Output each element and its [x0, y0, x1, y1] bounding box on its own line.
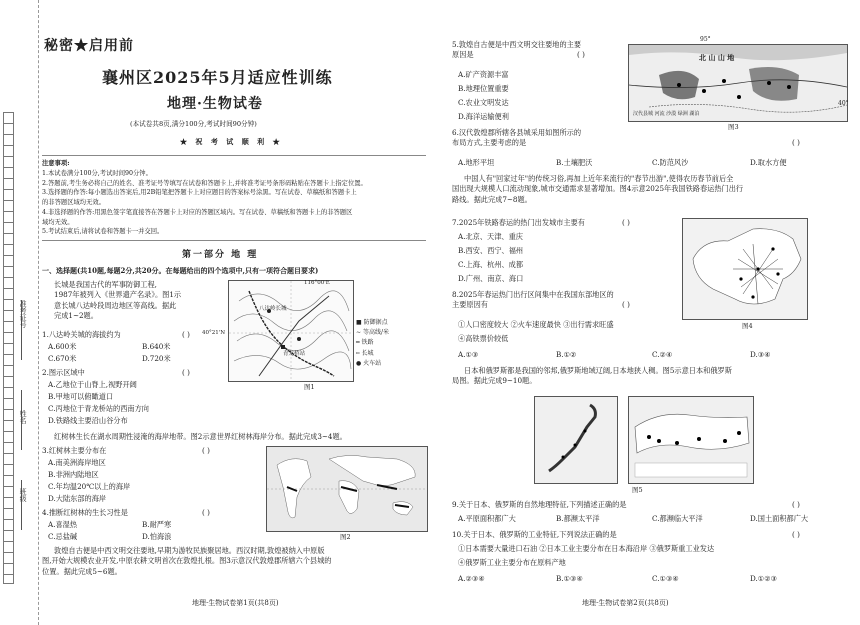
binding-label-name: 姓名: [19, 410, 28, 424]
figure-5-caption: 图5: [632, 486, 643, 494]
notice-item: 3.选择题的作答:每小题选出答案后,用2B铅笔把答题卡上对应题目的答案标号涂黑。写在试卷、草稿纸和答题卡上: [42, 189, 357, 197]
figure-3-dunhuang-map: [628, 44, 848, 122]
option: C.年均温20℃以上的海岸: [48, 482, 131, 491]
legend-great-wall: ┅ 长城: [356, 349, 374, 357]
legend-symbol: ━: [356, 339, 362, 347]
q10-items: ①日本需要大量进口石油 ②日本工业主要分布在日本海沿岸 ③俄罗斯重工业发达: [458, 544, 715, 553]
option: B.西安、西宁、福州: [458, 246, 524, 255]
china-map-svg: [683, 219, 807, 319]
question-3: [42, 446, 242, 456]
figure-4-caption: 图4: [742, 322, 753, 330]
page-1: [42, 0, 434, 625]
q-stem: 主要原因有 ( ): [452, 300, 630, 310]
option: A.①③: [458, 350, 479, 359]
option: A.北京、天津、重庆: [458, 232, 523, 241]
exam-title: 襄州区2025年5月适应性训练: [102, 68, 333, 87]
option: B.都濒太平洋: [556, 514, 600, 523]
notice-heading: 注意事项:: [42, 160, 70, 167]
q-stem: 6.汉代敦煌郡所辖各县城采用如图所示的: [452, 128, 582, 137]
legend-symbol: ■: [356, 319, 364, 326]
question-6: [452, 128, 844, 149]
option: C.忌盐碱: [48, 532, 78, 541]
dunhuang-map-svg: [629, 45, 847, 121]
option: D.国土面积都广大: [750, 514, 809, 523]
q-stem: 1.八达岭关城的海拔约为: [42, 330, 121, 339]
fig3-lon: 95°: [700, 36, 711, 43]
question-9: [452, 500, 848, 510]
legend-defense-point: ■ 防御据点: [356, 319, 388, 326]
figure-2-mangrove-map: [266, 446, 428, 532]
binding-label-exam-id: 准考证号: [19, 300, 28, 328]
intro-q5-6: [42, 546, 432, 577]
answer-paren: ( ): [792, 500, 800, 509]
mountain-label: 北 山 山 地: [699, 53, 735, 62]
answer-paren: ( ): [792, 530, 800, 539]
option: B.土壤肥沃: [556, 158, 593, 167]
binding-label-class: 班级: [19, 488, 28, 502]
exam-note: (本试卷共8页,满分100分,考试时间90分钟): [130, 120, 257, 128]
footer-page-1: 地理·生物试卷第1页(共8页): [192, 599, 279, 607]
answer-paren: ( ): [577, 50, 585, 60]
legend-railway: ━ 铁路: [356, 339, 374, 347]
q-stem: 原因是 ( ): [452, 50, 585, 60]
q-stem: 4.推断红树林的生长习性是: [42, 508, 128, 517]
legend-contour: ∼ 等高线/米: [356, 329, 389, 337]
option: A.喜湿热: [48, 520, 78, 529]
q-stem: 2.图示区域中: [42, 368, 85, 377]
option: B.640米: [142, 342, 171, 351]
option: D.大陆东部的海岸: [48, 494, 107, 503]
page-2: [452, 0, 852, 625]
option: A.平原面积都广大: [458, 514, 516, 523]
binding-ticks: [3, 112, 14, 584]
binding-margin: [0, 0, 39, 625]
intro-line: 完成1~2题。: [54, 311, 98, 321]
intro-line: 长城是我国古代的军事防御工程,: [54, 280, 157, 289]
fig1-coord-left: 40°21'N: [202, 330, 226, 336]
option: B.①②: [556, 350, 577, 359]
answer-paren: ( ): [182, 330, 190, 339]
q-stem: 10.关于日本、俄罗斯的工业特征,下列说法正确的是: [452, 530, 617, 539]
intro-line: 1987年被列入《世界遗产名录》。图1示: [54, 290, 182, 300]
place-label: 八达岭长城: [259, 306, 287, 312]
option: B.甲地可以俯瞰道口: [48, 392, 114, 401]
fig3-legend: 汉代县城 河流 沙漠 绿洲 湖泊: [633, 111, 700, 117]
answer-paren: ( ): [182, 368, 190, 377]
option: D.广州、南京、海口: [458, 274, 524, 283]
option: C.农业文明发达: [458, 98, 509, 107]
question-4: [42, 508, 242, 518]
option: D.③④: [750, 350, 771, 359]
contour-map-svg: [229, 281, 353, 381]
place-label: 青龙桥站: [283, 351, 306, 357]
figure-1-contour-map: [228, 280, 354, 382]
figure-3-caption: 图3: [728, 123, 739, 131]
q-stem: 布局方式,主要考虑的是 ( ): [452, 138, 800, 148]
q-stem: 9.关于日本、俄罗斯的自然地理特征,下列描述正确的是: [452, 500, 627, 509]
notice-item: 1.本试卷满分100分,考试时间90分钟。: [42, 169, 152, 177]
option: A.南美洲海岸地区: [48, 458, 106, 467]
fig3-lat: 40°: [838, 100, 849, 107]
part-heading: 第一部分 地 理: [182, 250, 259, 260]
option: A.地形平坦: [458, 158, 495, 167]
intro-line: 图,开始大规模农业开发,中原农耕文明首次在敦煌扎根。图3示意汉代敦煌郡所辖六个县城的: [42, 556, 332, 566]
q8-item4: ④高铁票价较低: [458, 334, 509, 343]
intro-q7-8: [452, 174, 848, 205]
q8-items: ①人口密度较大 ②火车速度最快 ③出行需求旺盛: [458, 320, 614, 329]
question-10: [452, 530, 848, 540]
legend-symbol: ┅: [356, 349, 362, 357]
intro-q9-10: [452, 366, 848, 387]
option: B.耐严寒: [142, 520, 172, 529]
world-map-svg: [267, 447, 427, 531]
option: C.都濒临大平洋: [652, 514, 703, 523]
option: C.①③④: [652, 574, 679, 583]
q-stem: 7.2025年铁路春运的热门出发城市主要有: [452, 218, 585, 227]
legend-symbol: ∼: [356, 329, 363, 337]
intro-q1-2: [54, 280, 234, 322]
fig1-coord-top: 116°00'E: [304, 280, 330, 286]
legend-symbol: ●: [356, 359, 364, 367]
option: B.①③④: [556, 574, 583, 583]
q10-item4: ④俄罗斯工业主要分布在原料产地: [458, 558, 566, 567]
intro-line: 敦煌自古便是中西文明交往要地,早期为游牧民族聚居地。西汉时期,敦煌被纳入中原版: [54, 546, 325, 555]
figure-5-russia-map: [628, 396, 754, 484]
answer-paren: ( ): [792, 138, 800, 148]
exam-wish: ★ 祝 考 试 顺 利 ★: [180, 137, 283, 146]
option: A.矿产资源丰富: [458, 70, 509, 79]
fig1-legend: [356, 318, 426, 369]
notice-item: 2.答题前,考生务必将自己的姓名、准考证号等填写在试卷和答题卡上,并将准考证号条形码粘贴在答题卡上指定位置。: [42, 179, 367, 187]
figure-4-china-rail-map: [682, 218, 808, 320]
intro-line: 日本和俄罗斯都是我国的邻邦,俄罗斯地域辽阔,日本地狭人稠。图5示意日本和俄罗斯: [464, 366, 732, 375]
option: C.②④: [652, 350, 673, 359]
option: A.乙地位于山脊上,视野开阔: [48, 380, 137, 389]
q-stem: 5.敦煌自古便是中西文明交往要地的主要: [452, 40, 582, 49]
intro-line: 局图。据此完成9~10题。: [452, 376, 537, 386]
option: A.600米: [48, 342, 77, 351]
option: D.720米: [142, 354, 171, 363]
question-5: [452, 40, 622, 61]
q-stem: 3.红树林主要分布在: [42, 446, 107, 455]
option: B.非洲内陆地区: [48, 470, 99, 479]
intro-line: 中国人有"回家过年"的传统习俗,再加上近年来流行的"春节出游",使得农历春节前后全: [464, 174, 734, 183]
option: D.①②③: [750, 574, 778, 583]
figure-5-japan-map: [534, 396, 618, 484]
intro-q3-4: 红树林生长在湖水周期性浸淹的海岸地带。图2示意世界红树林海岸分布。据此完成3~4题。: [54, 432, 347, 441]
question-7: [452, 218, 672, 228]
option: B.地理位置重要: [458, 84, 509, 93]
option: D.怕海浪: [142, 532, 172, 541]
section-heading: 一、选择题(共10题,每题2分,共20分。在每题给出的四个选项中,只有一项符合题目要求): [42, 266, 319, 275]
option: C.防范风沙: [652, 158, 689, 167]
notice-item: 5.考试结束后,请将试卷和答题卡一并交回。: [42, 228, 164, 236]
option: D.取水方便: [750, 158, 787, 167]
russia-map-svg: [629, 397, 753, 483]
japan-map-svg: [535, 397, 617, 483]
option: D.铁路线主要沿山谷分布: [48, 416, 128, 425]
question-2: [42, 368, 222, 378]
legend-station: ● 火车站: [356, 359, 382, 367]
q-stem: 8.2025年春运热门出行区间集中在我国东部地区的: [452, 290, 614, 299]
notice-item: 4.非选择题的作答:用黑色签字笔直接答在答题卡上对应的答题区域内。写在试卷、草稿纸和答题卡上的非答题区: [42, 208, 353, 216]
intro-line: 国出现大规模人口流动现象,城市交通需求显著增加。图4示意2025年我国铁路春运热门出行: [452, 184, 744, 194]
question-1: [42, 330, 222, 340]
notice-item: 域均无效。: [42, 218, 74, 226]
intro-line: 位置。据此完成5~6题。: [42, 566, 122, 576]
answer-paren: ( ): [622, 218, 630, 227]
option: C.上海、杭州、成都: [458, 260, 524, 269]
secret-mark: 秘密★启用前: [44, 38, 134, 54]
option: D.海洋运输便利: [458, 112, 509, 121]
answer-paren: ( ): [202, 446, 210, 455]
answer-paren: ( ): [622, 300, 630, 310]
answer-paren: ( ): [202, 508, 210, 517]
intro-line: 路线。据此完成7~8题。: [452, 194, 532, 204]
footer-page-2: 地理·生物试卷第2页(共8页): [582, 599, 669, 607]
option: C.670米: [48, 354, 77, 363]
option: A.②③④: [458, 574, 485, 583]
notice-item: 的非答题区域均无效。: [42, 199, 105, 206]
exam-subtitle: 地理·生物试卷: [167, 96, 263, 112]
option: C.丙地位于青龙桥站的西南方向: [48, 404, 149, 413]
figure-2-caption: 图2: [340, 533, 351, 541]
question-8: [452, 290, 682, 311]
figure-1-caption: 图1: [304, 383, 315, 391]
intro-line: 意长城八达岭段周边地区等高线。据此: [54, 300, 177, 310]
notice-box: [42, 155, 426, 241]
